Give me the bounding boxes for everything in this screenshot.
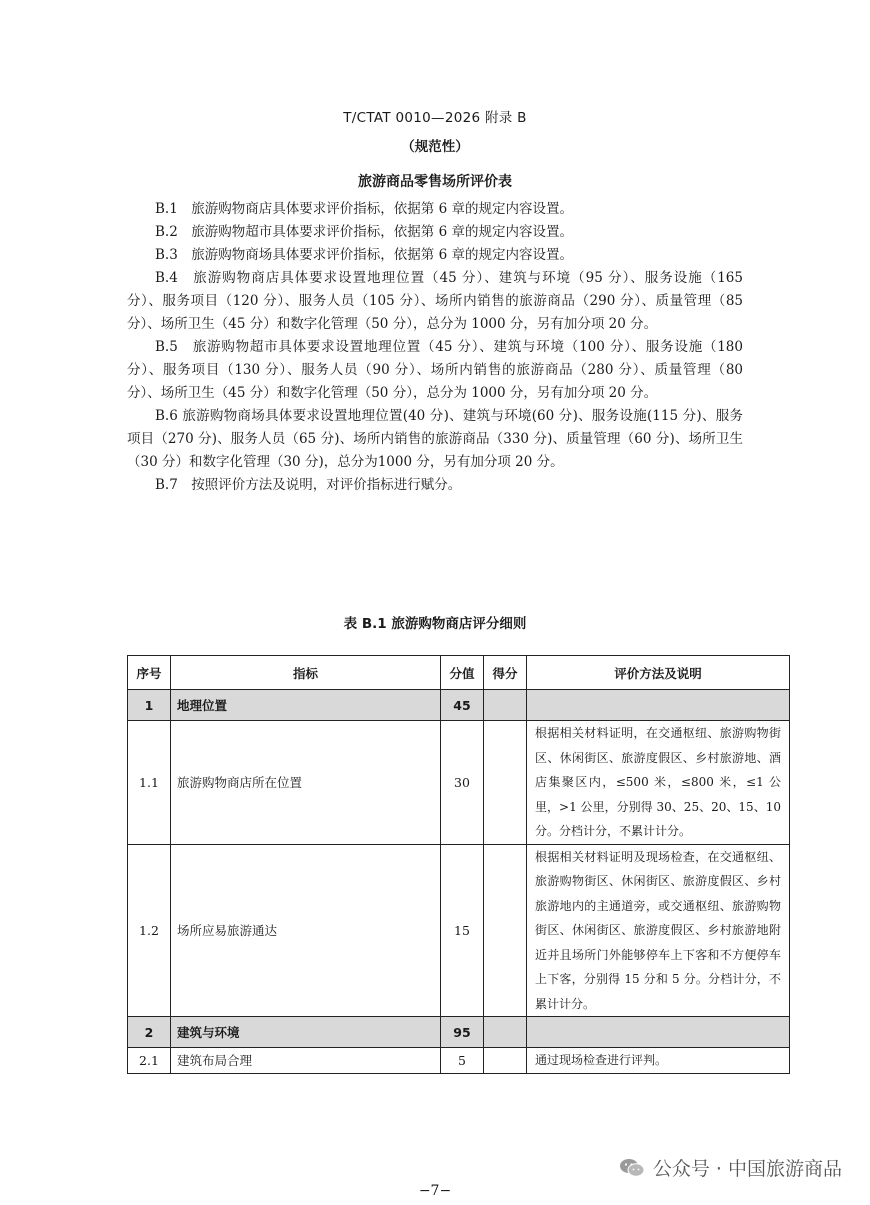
evaluation-table xyxy=(127,655,790,1074)
cell-no: 1 xyxy=(128,690,171,721)
cell-indicator: 旅游购物商店所在位置 xyxy=(171,721,441,845)
cell-score: 15 xyxy=(441,844,484,1017)
cell-got xyxy=(484,1017,527,1048)
clause-b4: B.4 旅游购物商店具体要求设置地理位置（45 分）、建筑与环境（95 分）、服务设施（165 分）、服务项目（120 分）、服务人员（105 分）、场所内销售的旅游商品（290 分）、质量管理（85 分）、场所卫生（45 分）和数字化管理（50 分），总分为 1000 分，另有加分项 20 分。 xyxy=(127,270,743,332)
cell-no: 2 xyxy=(128,1017,171,1048)
cell-no: 1.1 xyxy=(128,721,171,845)
normative-label: （规范性） xyxy=(401,139,469,155)
cell-no: 1.2 xyxy=(128,844,171,1017)
cell-indicator: 建筑与环境 xyxy=(171,1017,441,1048)
standard-title: T/CTAT 0010—2026 附录 B xyxy=(343,110,527,126)
cell-got xyxy=(484,721,527,845)
clause-b7: B.7 按照评价方法及说明，对评价指标进行赋分。 xyxy=(155,477,462,493)
header-score: 分值 xyxy=(441,656,484,690)
header-got: 得分 xyxy=(484,656,527,690)
clause-b6: B.6 旅游购物商场具体要求设置地理位置(40 分)、建筑与环境(60 分)、服务设施(115 分)、服务项目（270 分)、服务人员（65 分)、场所内销售的旅游商品（330 分)、质量管理（60 分)、场所卫生（30 分）和数字化管理（30 分)，总分为1000 分，另有加分项 20 分。 xyxy=(127,408,743,470)
cell-desc xyxy=(527,690,790,721)
table-row xyxy=(128,721,790,845)
wechat-icon xyxy=(619,1158,645,1178)
cell-desc xyxy=(527,1017,790,1048)
clause-b5: B.5 旅游购物超市具体要求设置地理位置（45 分）、建筑与环境（100 分）、服务设施（180 分）、服务项目（130 分）、服务人员（90 分）、场所内销售的旅游商品（280 分）、质量管理（80 分）、场所卫生（45 分）和数字化管理（50 分），总分为 1000 分，另有加分项 20 分。 xyxy=(127,339,743,401)
table-row-group xyxy=(128,1017,790,1048)
table-row xyxy=(128,1048,790,1074)
cell-score: 45 xyxy=(441,690,484,721)
cell-desc: 根据相关材料证明及现场检查，在交通枢纽、旅游购物街区、休闲街区、旅游度假区、乡村旅游地内的主通道旁，或交通枢纽、旅游购物街区、休闲街区、旅游度假区、乡村旅游地附近并且场所门外能够停车上下客和不方便停车上下客，分别得 15 分和 5 分。分档计分，不累计计分。 xyxy=(527,844,790,1017)
cell-got xyxy=(484,844,527,1017)
clause-b2: B.2 旅游购物超市具体要求评价指标，依据第 6 章的规定内容设置。 xyxy=(155,224,573,240)
table-header-row xyxy=(128,656,790,690)
cell-got xyxy=(484,690,527,721)
cell-desc: 通过现场检查进行评判。 xyxy=(527,1048,790,1074)
table-row-group xyxy=(128,690,790,721)
table-row xyxy=(128,844,790,1017)
watermark-text: 公众号 · 中国旅游商品 xyxy=(652,1158,842,1180)
clause-b1: B.1 旅游购物商店具体要求评价指标，依据第 6 章的规定内容设置。 xyxy=(155,201,573,217)
cell-no: 2.1 xyxy=(128,1048,171,1074)
header-no: 序号 xyxy=(128,656,171,690)
appendix-title: 旅游商品零售场所评价表 xyxy=(358,174,512,190)
cell-indicator: 场所应易旅游通达 xyxy=(171,844,441,1017)
cell-score: 95 xyxy=(441,1017,484,1048)
page-number: −7− xyxy=(418,1183,452,1199)
watermark xyxy=(619,1154,842,1181)
cell-got xyxy=(484,1048,527,1074)
cell-indicator: 地理位置 xyxy=(171,690,441,721)
clause-list xyxy=(127,198,743,497)
header-indicator: 指标 xyxy=(171,656,441,690)
cell-indicator: 建筑布局合理 xyxy=(171,1048,441,1074)
header-method: 评价方法及说明 xyxy=(527,656,790,690)
cell-score: 5 xyxy=(441,1048,484,1074)
cell-desc: 根据相关材料证明，在交通枢纽、旅游购物街区、休闲街区、旅游度假区、乡村旅游地、酒店集聚区内，≤500 米，≤800 米，≤1 公里，>1 公里，分别得 30、25、20、15、10 分。分档计分，不累计计分。 xyxy=(527,721,790,845)
table-caption: 表 B.1 旅游购物商店评分细则 xyxy=(343,616,527,632)
cell-score: 30 xyxy=(441,721,484,845)
clause-b3: B.3 旅游购物商场具体要求评价指标，依据第 6 章的规定内容设置。 xyxy=(155,247,573,263)
